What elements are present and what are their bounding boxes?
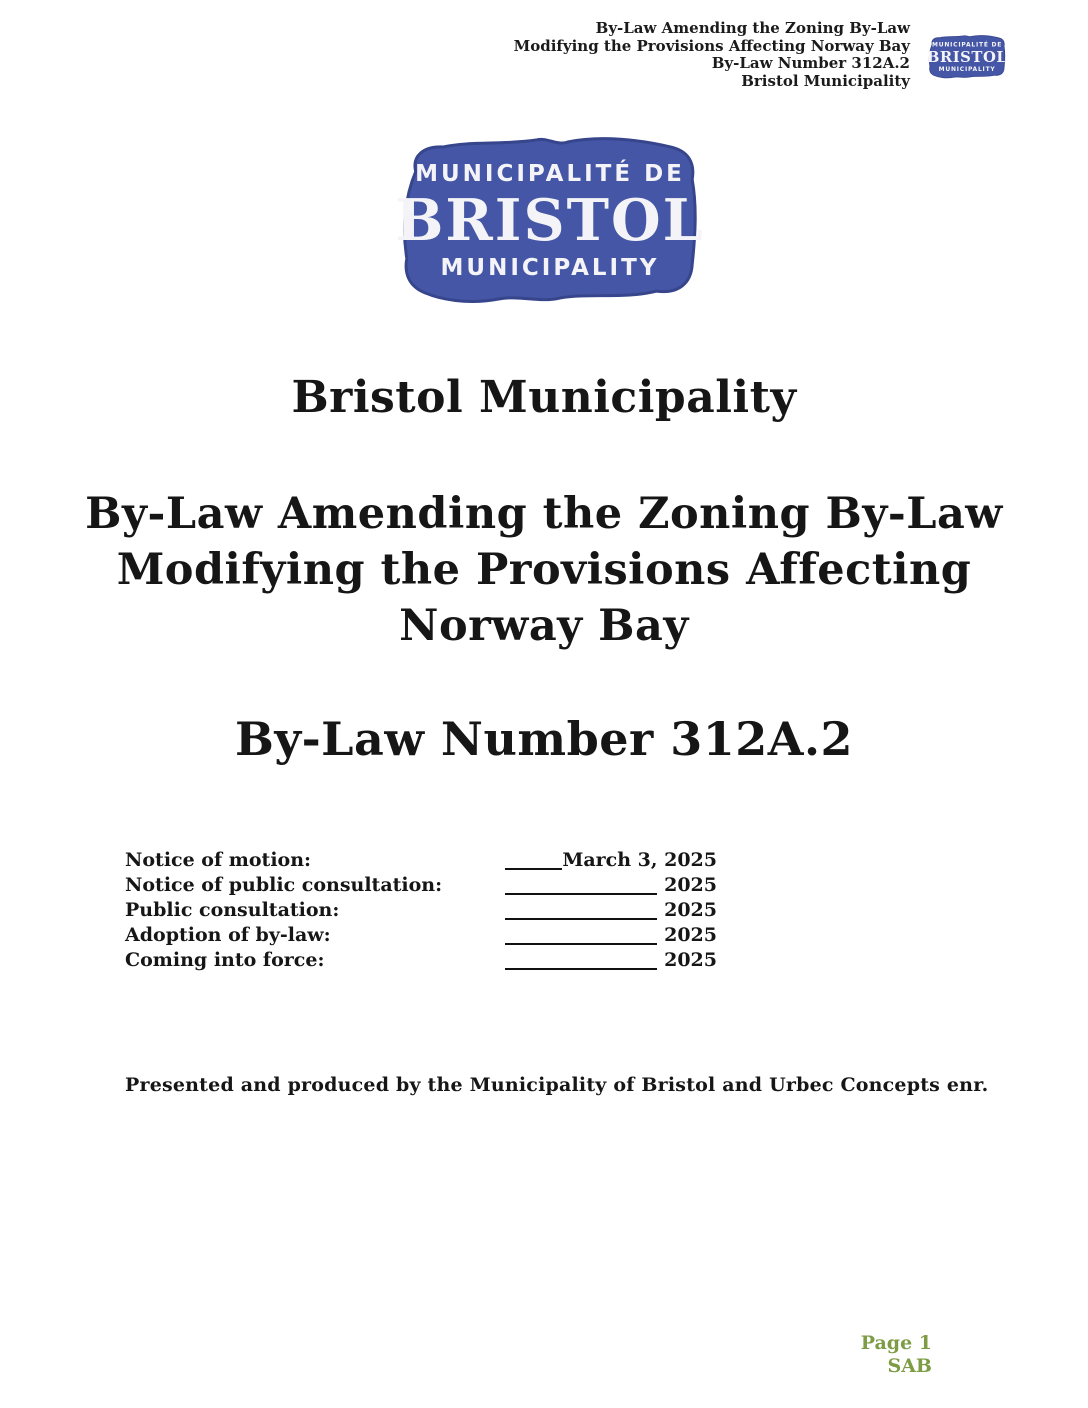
logo-text-municipality: MUNICIPALITY <box>440 255 660 281</box>
date-label: Public consultation: <box>125 899 340 921</box>
date-value: March 3, 2025 <box>562 849 717 871</box>
date-fill-line <box>505 942 657 945</box>
date-fill-line <box>505 917 657 920</box>
bristol-plaque-icon <box>926 32 1008 81</box>
date-fill-line <box>505 867 562 870</box>
date-row-coming-into-force <box>125 948 717 973</box>
date-value: 2025 <box>664 874 717 896</box>
header-ref-line: Modifying the Provisions Affecting Norway Bay <box>513 36 910 55</box>
date-label: Notice of public consultation: <box>125 874 443 896</box>
date-fill-line <box>505 967 657 970</box>
logo-text-bristol: BRISTOL <box>926 48 1008 66</box>
date-row-notice-of-motion <box>125 848 717 873</box>
dates-list <box>125 848 717 973</box>
page-footer <box>861 1332 932 1378</box>
header-ref-line: By-Law Number 312A.2 <box>711 54 910 72</box>
date-label: Coming into force: <box>125 949 325 971</box>
date-label: Adoption of by-law: <box>125 924 331 946</box>
logo-text-municipalite-de: MUNICIPALITÉ DE <box>932 41 1003 49</box>
date-label: Notice of motion: <box>125 849 312 871</box>
logo-text-municipalite-de: MUNICIPALITÉ DE <box>415 161 685 187</box>
bristol-logo-main <box>392 125 708 315</box>
subtitle-line: Norway Bay <box>399 601 689 651</box>
subtitle-line: By-Law Amending the Zoning By-Law <box>85 489 1003 539</box>
date-value: 2025 <box>664 924 717 946</box>
bylaw-number-title: By-Law Number 312A.2 <box>234 712 854 766</box>
date-value: 2025 <box>664 949 717 971</box>
header-ref-line: Bristol Municipality <box>741 71 910 90</box>
page-title: Bristol Municipality <box>291 372 797 423</box>
bristol-logo-small <box>926 32 1008 82</box>
header-reference-block <box>514 20 1008 90</box>
date-row-public-consultation <box>125 898 717 923</box>
logo-text-municipality: MUNICIPALITY <box>938 65 996 73</box>
bylaw-subtitle <box>0 486 1088 654</box>
credit-line: Presented and produced by the Municipality of Bristol and Urbec Concepts enr. <box>125 1074 989 1096</box>
header-reference-text <box>514 20 910 90</box>
logo-text-bristol: BRISTOL <box>395 187 705 254</box>
date-value: 2025 <box>664 899 717 921</box>
header-ref-line: By-Law Amending the Zoning By-Law <box>595 19 910 37</box>
subtitle-line: Modifying the Provisions Affecting <box>116 545 972 595</box>
bristol-plaque-icon <box>392 125 708 315</box>
author-initials: SAB <box>887 1355 932 1377</box>
date-row-notice-of-public-consultation <box>125 873 717 898</box>
page-number: Page 1 <box>860 1332 932 1354</box>
date-row-adoption-of-bylaw <box>125 923 717 948</box>
date-fill-line <box>505 892 657 895</box>
